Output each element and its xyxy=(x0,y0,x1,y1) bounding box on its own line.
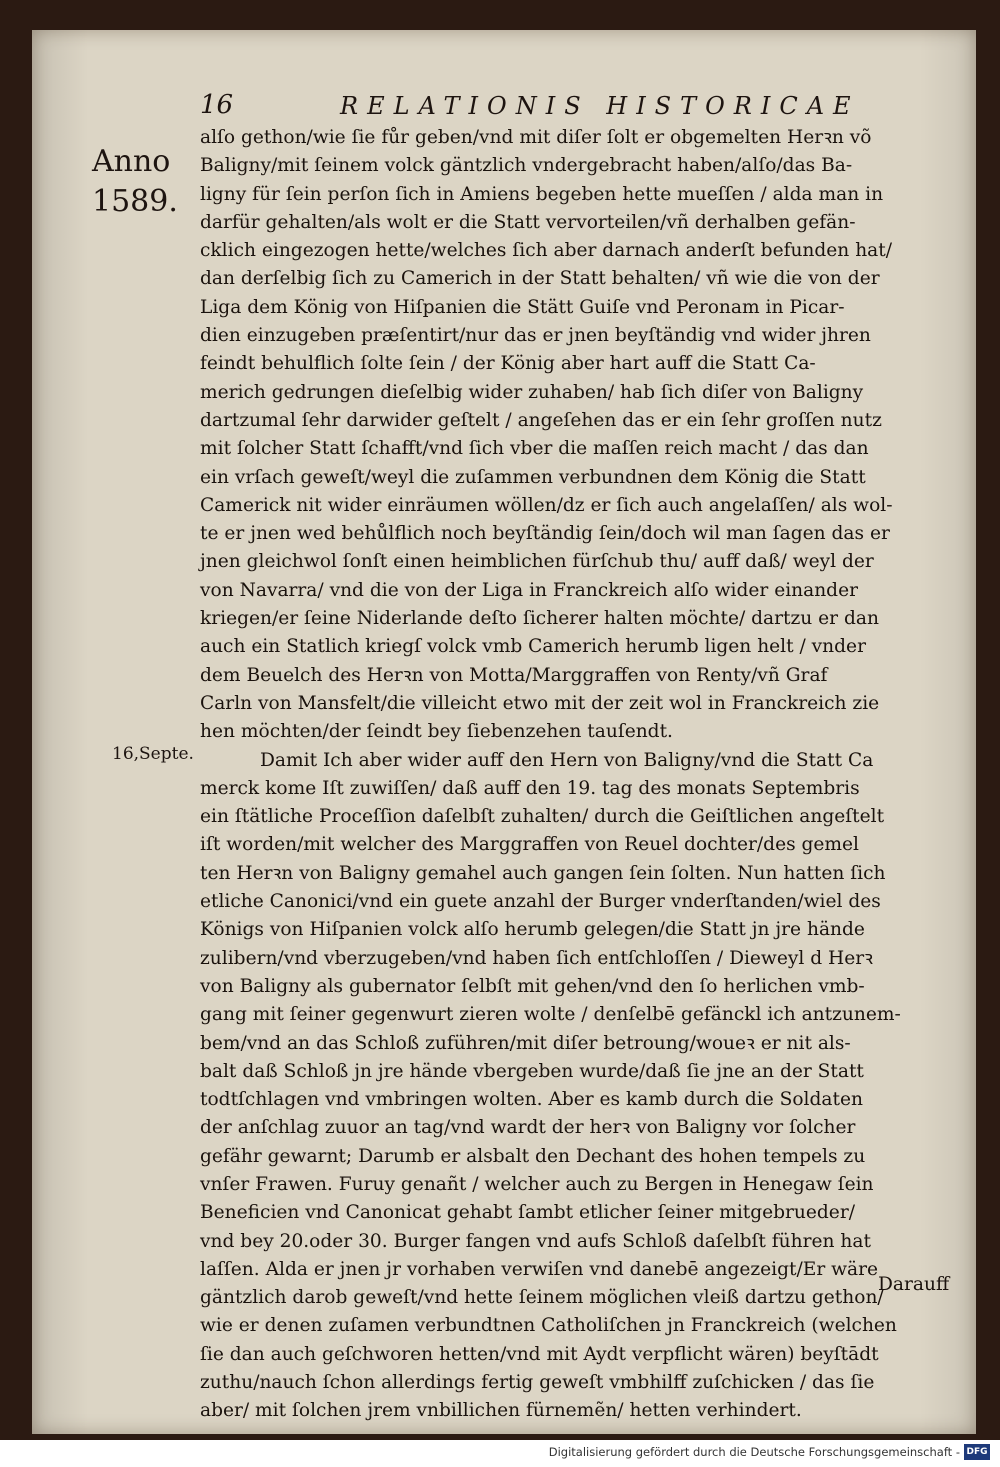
text-line: auch ein Statlich kriegſ volck vmb Camerich herumb ligen helt / vnder xyxy=(200,636,866,658)
text-line: etliche Canonici/vnd ein guete anzahl der Burger vnderſtanden/wiel des xyxy=(200,891,881,913)
text-line: von Baligny als gubernator ſelbſt mit gehen/vnd den ſo herlichen vmb- xyxy=(200,975,865,997)
text-line: dartzumal ſehr darwider geſtelt / angeſehen das er ein ſehr groſſen nutz xyxy=(200,409,882,431)
text-line: Camerick nit wider einräumen wöllen/dz er ſich auch angelaſſen/ als wol- xyxy=(200,494,893,516)
text-line: gäntzlich darob geweſt/vnd hette ſeinem möglichen vleiß dartzu gethon/ xyxy=(200,1287,884,1309)
text-line: te er jnen wed behůlflich noch beyſtändig ſein/doch wil man ſagen das er xyxy=(200,523,890,545)
footer-credit: Digitalisierung gefördert durch die Deutsche Forschungsgemeinschaft - xyxy=(548,1445,960,1459)
text-line: merich gedrungen dieſelbig wider zuhaben/ hab ſich diſer von Baligny xyxy=(200,381,864,403)
text-line: dem Beuelch des Herꝛn von Motta/Marggraffen von Renty/vñ Graf xyxy=(200,664,828,686)
running-title: RELATIONIS HISTORICAE xyxy=(340,92,860,120)
text-line: gang mit ſeiner gegenwurt zieren wolte / denſelbē gefänckl ich antzunem- xyxy=(200,1004,901,1026)
text-line: zulibern/vnd vberzugeben/vnd haben ſich entſchloſſen / Dieweyl d Herꝛ xyxy=(200,947,873,969)
text-line: Königs von Hiſpanien volck alſo herumb gelegen/die Statt jn jre hände xyxy=(200,919,865,941)
text-line: jnen gleichwol ſonſt einen heimblichen fürſchub thu/ auff daß/ weyl der xyxy=(200,551,874,573)
text-line: dan derſelbig ſich zu Camerich in der Statt behalten/ vñ wie die von der xyxy=(200,268,880,290)
text-line: gefähr gewarnt; Darumb er alsbalt den Dechant des hohen tempels zu xyxy=(200,1145,866,1167)
text-line: Baligny/mit ſeinem volck gäntzlich vndergebracht haben/alſo/das Ba- xyxy=(200,155,853,177)
text-line: zuthu/nauch ſchon allerdings fertig geweſt vmbhilff zuſchicken / das ſie xyxy=(200,1372,875,1394)
text-line: merck kome Iſt zuwiſſen/ daß auff den 19. tag des monats Septembris xyxy=(200,777,860,799)
text-line: balt daß Schloß jn jre hände vbergeben wurde/daß ſie jne an der Statt xyxy=(200,1060,864,1082)
text-line: ein ſtätliche Proceſſion daſelbſt zuhalten/ durch die Geiſtlichen angeſtelt xyxy=(200,806,885,828)
text-line: alſo gethon/wie ſie fůr geben/vnd mit diſer ſolt er obgemelten Herꝛn võ xyxy=(200,127,872,148)
text-line: cklich eingezogen hette/welches ſich aber darnach anderſt befunden hat/ xyxy=(200,240,892,262)
text-line: ſie dan auch geſchworen hetten/vnd mit Aydt verpflicht wären) beyſtādt xyxy=(200,1343,879,1365)
text-line: todtſchlagen vnd vmbringen wolten. Aber es kamb durch die Soldaten xyxy=(200,1089,863,1111)
text-line: ten Herꝛn von Baligny gemahel auch gangen ſein ſolten. Nun hatten ſich xyxy=(200,862,886,884)
text-line: aber/ mit ſolchen jrem vnbillichen fürnemẽn/ hetten verhindert. xyxy=(200,1400,802,1422)
text-line: ein vrſach geweſt/weyl die zuſammen verbundnen dem König die Statt xyxy=(200,466,866,488)
text-line: wie er denen zuſamen verbundtnen Catholiſchen jn Franckreich (welchen xyxy=(200,1315,897,1337)
text-line: Damit Ich aber wider auff den Hern von Baligny/vnd die Statt Ca xyxy=(260,749,874,771)
margin-date-note: 16,Septe. xyxy=(112,744,194,764)
dfg-logo: DFG xyxy=(964,1444,990,1460)
text-line: von Navarra/ vnd die von der Liga in Franckreich alſo wider einander xyxy=(200,579,858,601)
page-number: 16 xyxy=(200,90,234,120)
text-line: Carln von Mansfelt/die villeicht etwo mit der zeit wol in Franckreich zie xyxy=(200,692,880,714)
text-line: feindt behulflich ſolte ſein / der König aber hart auff die Statt Ca- xyxy=(200,353,816,375)
text-line: Beneficien vnd Canonicat gehabt ſambt etlicher ſeiner mitgebrueder/ xyxy=(200,1202,855,1224)
text-line: vnſer Frawen. Furuy genañt / welcher auch zu Bergen in Henegaw ſein xyxy=(200,1173,874,1195)
text-line: mit ſolcher Statt ſchafft/vnd ſich vber die maſſen reich macht / das dan xyxy=(200,438,869,460)
body-text xyxy=(200,124,970,1426)
text-line: kriegen/er ſeine Niderlande deſto ſicherer halten möchte/ dartzu er dan xyxy=(200,608,879,630)
text-line: Liga dem König von Hiſpanien die Stätt Guiſe vnd Peronam in Picar- xyxy=(200,296,845,318)
text-line: darfür gehalten/als wolt er die Statt vervorteilen/vñ derhalben gefän- xyxy=(200,211,856,233)
text-line: laſſen. Alda er jnen jr vorhaben verwiſen vnd danebē angezeigt/Er wäre xyxy=(200,1258,879,1280)
catchword: Darauff xyxy=(878,1274,950,1295)
year-label: Anno xyxy=(92,144,171,179)
text-line: hen möchten/der ſeindt bey ſiebenzehen tauſendt. xyxy=(200,721,673,743)
text-line: der anſchlag zuuor an tag/vnd wardt der herꝛ von Baligny vor ſolcher xyxy=(200,1117,856,1139)
text-line: vnd bey 20.oder 30. Burger fangen vnd aufs Schloß daſelbſt führen hat xyxy=(200,1230,871,1252)
text-line: bem/vnd an das Schloß zuführen/mit diſer betroung/woueꝛ er nit als- xyxy=(200,1032,851,1054)
footer-bar xyxy=(0,1440,1000,1467)
text-line: ligny für ſein perſon ſich in Amiens begeben hette mueſſen / alda man in xyxy=(200,183,884,205)
year-value: 1589. xyxy=(92,184,178,219)
text-line: iſt worden/mit welcher des Marggraffen von Reuel dochter/des gemel xyxy=(200,834,860,856)
margin-year-note xyxy=(92,142,178,222)
text-line: dien einzugeben præſentirt/nur das er jnen beyſtändig vnd wider jhren xyxy=(200,325,871,347)
